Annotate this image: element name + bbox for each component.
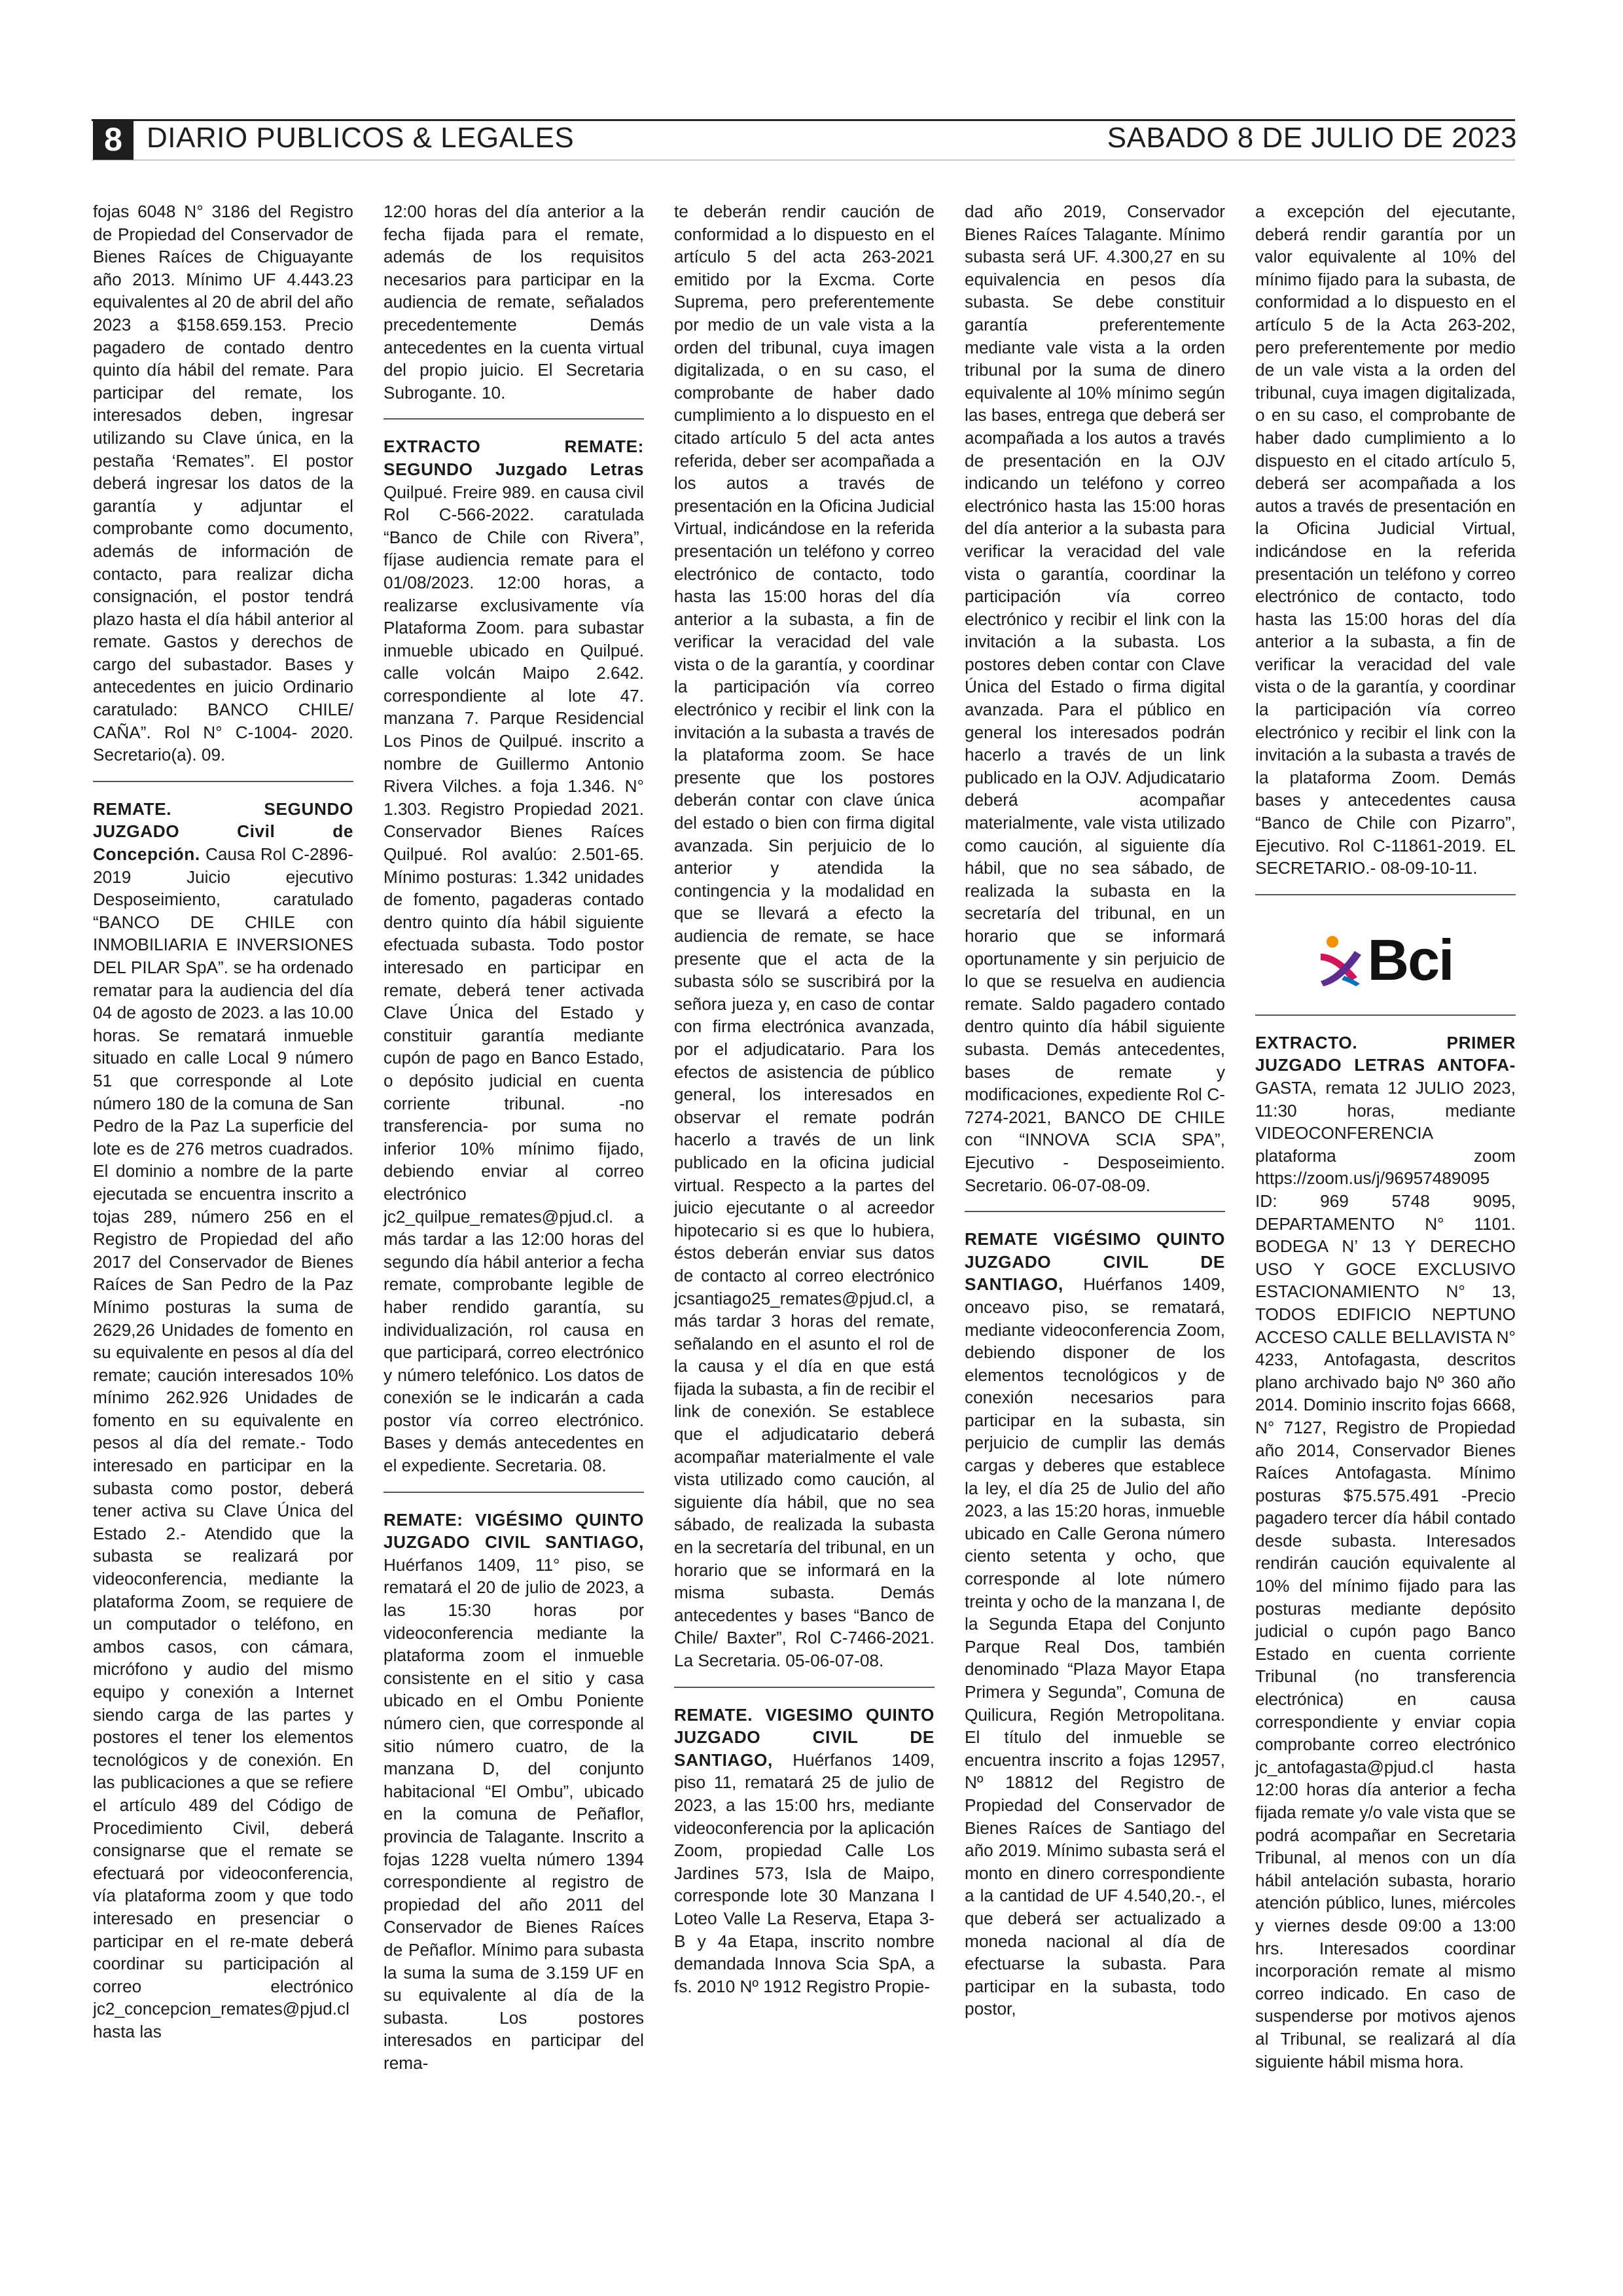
notice-heading: REMATE VIGÉSIMO QUINTO JUZGADO CIVIL DE SANTIAGO, xyxy=(965,1229,1225,1295)
notice xyxy=(1255,1031,1516,2073)
bci-logo-mark-icon xyxy=(1318,934,1364,986)
page-number: 8 xyxy=(93,119,134,160)
notice-continued xyxy=(965,200,1225,1196)
notice-heading: EXTRACTO REMATE: SEGUNDO Juzgado Letras xyxy=(383,437,644,479)
notice-continued xyxy=(93,200,353,766)
notice-divider xyxy=(383,418,644,420)
notice xyxy=(383,1509,644,2075)
notice-continued xyxy=(674,200,935,1672)
notice-divider xyxy=(1255,894,1516,895)
notice xyxy=(965,1228,1225,2020)
notice-body: 12:00 horas del día anterior a la fecha fijada para el remate, además de los requisitos necesarios para participar en la audiencia de remate, señalados precedentemente Demás antecedentes en la cuenta virtual del propio juicio. El Secretaria Subrogante. 10. xyxy=(383,202,644,403)
header-top-rule xyxy=(92,119,1515,121)
notice-body: a excepción del ejecutante, deberá rendir garantía por un valor equivalente al 10% del mínimo fijado para la subasta, de conformidad a lo dispuesto en el artículo 5 de la Acta 263-202, pero preferentemente por medio de un vale vista a la orden del tribunal, cuya imagen digitalizada, o en su caso, el comprobante de haber dado cumplimiento a lo dispuesto en el citado artículo 5, deberá ser acompañada a los autos a través de presentación en la Oficina Judicial Virtual, indicándose en la referida presentación un teléfono y correo electrónico de contacto, todo hasta las 15:00 horas del día anterior a la subasta, a fin de verificar la veracidad del vale vista o de la garantía, y coordinar la participación vía correo electrónico y recibir el link con la invitación a la subasta a través de la plataforma Zoom. Demás bases y antecedentes causa “Banco de Chile con Pizarro”, Ejecutivo. Rol C-11861-2019. EL SECRETARIO.- 08-09-10-11. xyxy=(1255,202,1516,878)
notice-body: te deberán rendir caución de conformidad a lo dispuesto en el artículo 5 del acta 263-2021 emitido por la Excma. Corte Suprema, pero preferentemente por medio de un vale vista a la orden del tribunal, cuya imagen digitalizada, o en su caso, el comprobante de haber dado cumplimiento a lo dispuesto en el citado artículo 5 del acta antes referida, deber ser acompañada a los autos a través de presentación en la Oficina Judicial Virtual, indicándose en la referida presentación un teléfono y correo electrónico de contacto, todo hasta las 15:00 horas del día anterior a la subasta, a fin de verificar la veracidad del vale vista o de la garantía, y coordinar la participación vía correo electrónico y recibir el link con la invitación a la subasta a través de la plataforma zoom. Se hace presente que los postores deberán contar con clave única del estado o bien con firma digital avanzada. Sin perjuicio de lo anterior y atendida la contingencia y la modalidad en que se llevará a efecto la audiencia de remate, se hace presente que el acta de la subasta sólo se suscribirá por la señora jueza y, en caso de contar con firma electrónica avanzada, por el adjudicatario. Para los efectos de asistencia de público general, los interesados en observar el remate podrán hacerlo a través de un link publicado en la oficina judicial virtual. Respecto a la partes del juicio ejecutante o al acreedor hipotecario si es que lo hubiera, éstos deberán enviar sus datos de contacto al correo electrónico jcsantiago25_remates@pjud.cl, a más tardar 3 horas del remate, señalando en el asunto el rol de la causa y el día en que está fijada la subasta, a fin de recibir el link de conexión. Se establece que el adjudicatario deberá acompañar materialmente el vale vista utilizado como caución, al siguiente día hábil, que no sea sábado, de realizada la subasta en la secretaría del tribunal, en un horario que se informará en la misma subasta. Demás antecedentes y bases “Banco de Chile/ Baxter”, Rol C-7466-2021. La Secretaria. 05-06-07-08. xyxy=(674,202,935,1670)
notice-divider xyxy=(93,781,353,782)
notice-body: Quilpué. Freire 989. en causa civil Rol C-566-2022. caratulada “Banco de Chile con Rivera”, fíjase audiencia remate para el 01/08/2023. 12:00 horas, a realizarse exclusivamente vía Plataforma Zoom. para subastar inmueble ubicado en Quilpué. calle volcán Maipo 2.642. correspondiente al lote 47. manzana 7. Parque Residencial Los Pinos de Quilpué. inscrito a nombre de Guillermo Antonio Rivera Vilches. a foja 1.346. N° 1.303. Registro Propiedad 2021. Conservador Bienes Raíces Quilpué. Rol avalúo: 2.501-65. Mínimo posturas: 1.342 unidades de fomento, pagaderas contado dentro quinto día hábil siguiente efectuada subasta. Todo postor interesado en participar en remate, deberá tener activada Clave Única del Estado y constituir garantía mediante cupón de pago en Banco Estado, o depósito judicial en cuenta corriente tribunal. -no transferencia- por suma no inferior 10% mínimo fijado, debiendo enviar al correo electrónico jc2_quilpue_remates@pjud.cl. a más tardar a las 12:00 horas del segundo día hábil anterior a fecha remate, comprobante legible de haber rendido garantía, su individualización, rol causa en que participará, correo electrónico y número telefónico. Los datos de conexión se le indicarán a cada postor vía correo electrónico. Bases y demás antecedentes en el expediente. Secretaria. 08. xyxy=(383,482,644,1476)
notice xyxy=(383,435,644,1477)
publication-title: DIARIO PUBLICOS & LEGALES xyxy=(147,122,575,154)
notice-body: Huérfanos 1409, 11° piso, se rematará el 20 de julio de 2023, a las 15:30 horas por videoconferencia mediante la plataforma zoom el inmueble consistente en el sitio y casa ubicado en el Ombu Poniente número cien, que corresponde al sitio número cuatro, de la manzana D, del conjunto habitacional “El Ombu”, ubicado en la comuna de Peñaflor, provincia de Talagante. Inscrito a fojas 1228 vuelta número 1394 correspondiente al registro de propiedad del año 2011 del Conservador de Bienes Raíces de Peñaflor. Mínimo para subasta la suma la suma de 3.159 UF en su equivalente al día de la subasta. Los postores interesados en participar del rema- xyxy=(383,1554,644,2073)
notice xyxy=(674,1704,935,1998)
notice-body: fojas 6048 N° 3186 del Registro de Propiedad del Conservador de Bienes Raíces de Chiguayante año 2013. Mínimo UF 4.443.23 equivalentes al 20 de abril del año 2023 a $158.659.153. Precio pagadero de contado dentro quinto día hábil del remate. Para participar del remate, los interesados deben, ingresar utilizando su Clave única, en la pestaña ‘Remates”. El postor deberá ingresar los datos de la garantía y adjuntar el comprobante como documento, además de información de contacto, para realizar dicha consignación, el postor tendrá plazo hasta el día hábil anterior al remate. Gastos y derechos de cargo del subastador. Bases y antecedentes en juicio Ordinario caratulado: BANCO CHILE/ CAÑA”. Rol N° C-1004- 2020. Secretario(a). 09. xyxy=(93,202,353,765)
notice-divider xyxy=(1255,1014,1516,1016)
notice-body: Huérfanos 1409, piso 11, rematará 25 de julio de 2023, a las 15:00 hrs, mediante videoconferencia por la aplicación Zoom, propiedad Calle Los Jardines 573, Isla de Maipo, corresponde lote 30 Manzana I Loteo Valle La Reserva, Etapa 3-B y 4a Etapa, inscrito nombre demandada Innova Scia SpA, a fs. 2010 Nº 1912 Registro Propie- xyxy=(674,1749,935,1996)
notice-body: dad año 2019, Conservador Bienes Raíces Talagante. Mínimo subasta será UF. 4.300,27 en su equivalencia en pesos día subasta. Se debe constituir garantía preferentemente mediante vale vista a la orden tribunal por la suma de dinero equivalente al 10% mínimo según las bases, entrega que deberá ser acompañada a los autos a través de presentación en la OJV indicando un teléfono y correo electrónico hasta las 15:00 horas del día anterior a la subasta para verificar la veracidad del vale vista o garantía, coordinar la participación vía correo electrónico y recibir el link con la invitación a la subasta. Los postores deben contar con Clave Única del Estado o firma digital avanzada. Para el público en general los interesados podrán hacerlo a través de un link publicado en la OJV. Adjudicatario deberá acompañar materialmente, vale vista utilizado como caución, al siguiente día hábil, que no sea sábado, de realizada la subasta en la secretaría del tribunal, en un horario que se informará oportunamente y sin perjuicio de lo que se resuelva en audiencia remate. Saldo pagadero contado dentro quinto día hábil siguiente subasta. Demás antecedentes, bases de remate y modificaciones, expediente Rol C-7274-2021, BANCO DE CHILE con “INNOVA SCIA SPA”, Ejecutivo - Desposeimiento. Secretario. 06-07-08-09. xyxy=(965,202,1225,1195)
notice-continued xyxy=(1255,200,1516,880)
bci-logo-text: Bci xyxy=(1367,927,1454,992)
notice-body: Causa Rol C-2896-2019 Juicio ejecutivo Desposeimiento, caratulado “BANCO DE CHILE con INMOBILIARIA E INVERSIONES DEL PILAR SpA”. se ha ordenado rematar para la audiencia del día 04 de agosto de 2023. a las 10.00 horas. Se rematará inmueble situado en calle Local 9 número 51 que corresponde al Lote número 180 de la comuna de San Pedro de la Paz La superficie del lote es de 276 metros cuadrados. El dominio a nombre de la parte ejecutada se encuentra inscrito a tojas 289, número 256 en el Registro de Propiedad del año 2017 del Conservador de Bienes Raíces de San Pedro de la Paz Mínimo posturas la suma de 2629,26 Unidades de fomento en su equivalente en pesos al día del remate; caución interesados 10% mínimo 262.926 Unidades de fomento en su equivalente en pesos al día del remate.- Todo interesado en participar en la subasta como postor, deberá tener activa su Clave Única del Estado 2.- Atendido que la subasta se realizará por videoconferencia, mediante la plataforma Zoom, se requiere de un computador o teléfono, en ambos casos, con cámara, micrófono y audio del mismo equipo y conexión a Internet siendo carga de las partes y postores el tener los elementos tecnológicos y de conexión. En las publicaciones a que se refiere el artículo 489 del Código de Procedimiento Civil, deberá consignarse que el remate se efectuará por videoconferencia, vía plataforma zoom y que todo interesado en presenciar o participar en el re-mate deberá coordinar su participación al correo electrónico jc2_concepcion_remates@pjud.cl hasta las xyxy=(93,844,353,2041)
notice-continued xyxy=(383,200,644,404)
notice-heading: REMATE. VIGESIMO QUINTO JUZGADO CIVIL DE SANTIAGO, xyxy=(674,1704,935,1770)
bci-logo xyxy=(1255,911,1516,1009)
publication-date: SABADO 8 DE JULIO DE 2023 xyxy=(1107,122,1517,154)
column-1 xyxy=(93,200,353,2043)
notice-body: GASTA, remata 12 JULIO 2023, 11:30 horas, mediante VIDEOCONFERENCIA plataforma zoom https://zoom.us/j/96957489095 ID: 969 5748 9095, DEPARTAMENTO N° 1101. BODEGA N’ 13 Y DERECHO USO Y GOCE EXCLUSIVO ESTACIONAMIENTO N° 13, TODOS EDIFICIO NEPTUNO ACCESO CALLE BELLAVISTA N° 4233, Antofagasta, descritos plano archivado bajo Nº 360 año 2014. Dominio inscrito fojas 6668, N° 7127, Registro de Propiedad año 2014, Conservador Bienes Raíces Antofagasta. Mínimo posturas $75.575.491 -Precio pagadero tercer día hábil contado desde subasta. Interesados rendirán caución equivalente al 10% del mínimo fijado para las posturas mediante depósito judicial o cupón pago Banco Estado en cuenta corriente Tribunal (no transferencia electrónica) en causa correspondiente y enviar copia comprobante correo electrónico jc_antofagasta@pjud.cl hasta 12:00 horas día anterior a fecha fijada remate y/o vale vista que se podrá acompañar en Secretaria Tribunal, al menos con un día hábil antelación subasta, horario atención público, lunes, miércoles y viernes desde 09:00 a 13:00 hrs. Interesados coordinar incorporación remate al mismo correo indicado. En caso de suspenderse por motivos ajenos al Tribunal, se realizará al día siguiente hábil misma hora. xyxy=(1255,1078,1516,2072)
notice xyxy=(93,798,353,2043)
notice-divider xyxy=(674,1687,935,1688)
notice-heading: EXTRACTO. PRIMER JUZGADO LETRAS ANTOFA- xyxy=(1255,1032,1516,1075)
notice-body: Huérfanos 1409, onceavo piso, se rematará, mediante videoconferencia Zoom, debiendo disponer de los elementos tecnológicos y de conexión necesarios para participar en la subasta, sin perjuicio de cumplir las demás cargas y deberes que establece la ley, el día 25 de Julio del año 2023, a las 15:20 horas, inmueble ubicado en Calle Gerona número ciento setenta y ocho, que corresponde al lote número treinta y ocho de la manzana I, de la Segunda Etapa del Conjunto Parque Real Dos, también denominado “Plaza Mayor Etapa Primera y Segunda”, Comuna de Quilicura, Región Metropolitana. El título del inmueble se encuentra inscrito a fojas 12957, Nº 18812 del Registro de Propiedad del Conservador de Bienes Raíces de Santiago del año 2019. Mínimo subasta será el monto en dinero correspondiente a la cantidad de UF 4.540,20.-, el que deberá ser actualizado a moneda nacional al día de efectuarse la subasta. Para participar en la subasta, todo postor, xyxy=(965,1274,1225,2019)
column-4 xyxy=(965,200,1225,2020)
column-5 xyxy=(1255,200,1516,2073)
notice-divider xyxy=(965,1211,1225,1212)
notice-heading: REMATE: VIGÉSIMO QUINTO JUZGADO CIVIL SANTIAGO, xyxy=(383,1509,644,1552)
notice-divider xyxy=(383,1492,644,1493)
column-3 xyxy=(674,200,935,1998)
column-2 xyxy=(383,200,644,2075)
notice-heading: REMATE. SEGUNDO JUZGADO Civil de Concepción. xyxy=(93,798,353,865)
